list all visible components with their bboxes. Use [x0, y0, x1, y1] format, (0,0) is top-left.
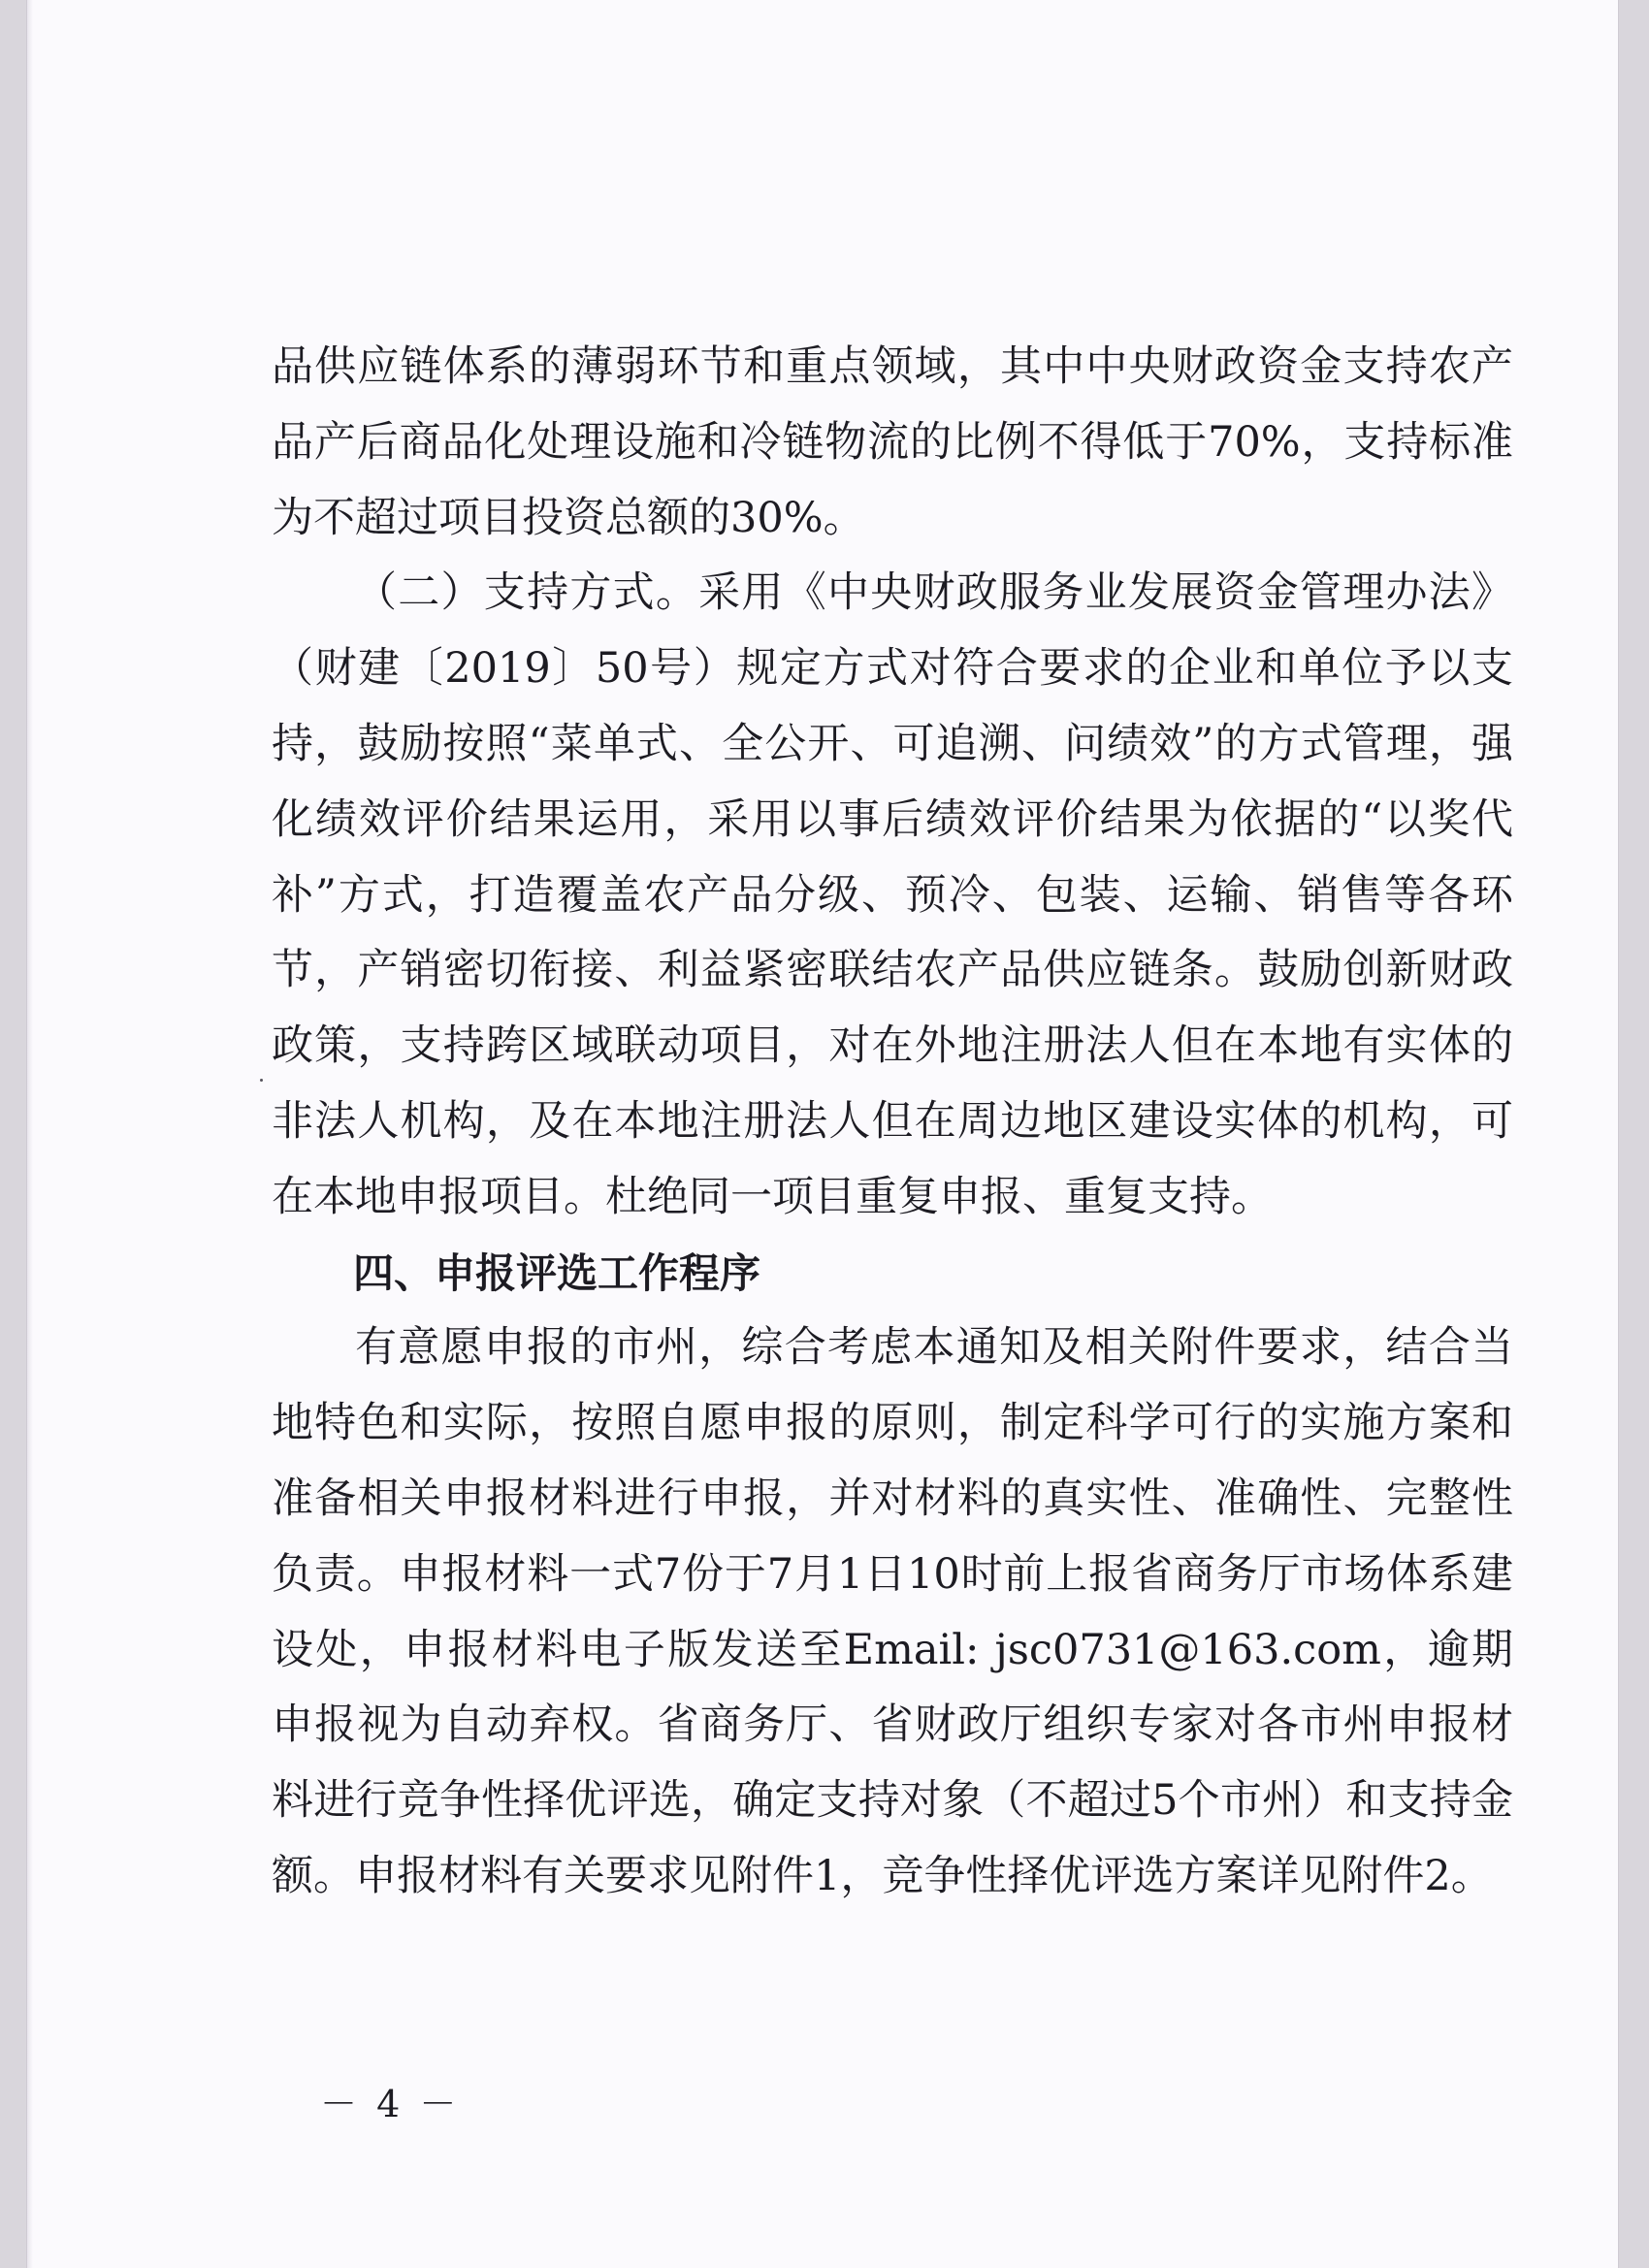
paragraph-continuation: 品供应链体系的薄弱环节和重点领域，其中中央财政资金支持农产品产后商品化处理设施和冷链物流的比例不得低于70%，支持标准为不超过项目投资总额的30%。 — [272, 342, 1513, 542]
document-page — [27, 0, 1618, 2268]
section-heading: 四、申报评选工作程序 — [353, 1248, 761, 1297]
page-number: － 4 － — [320, 2083, 461, 2125]
document-body — [272, 330, 1513, 1915]
paragraph-support-method: （二）支持方式。采用《中央财政服务业发展资金管理办法》（财建〔2019〕50号）规定方式对符合要求的企业和单位予以支持，鼓励按照“菜单式、全公开、可追溯、问绩效”的方式管理，强化绩效评价结果运用，采用以事后绩效评价结果为依据的“以奖代补”方式，打造覆盖农产品分级、预冷、包装、运输、销售等各环节，产销密切衔接、利益紧密联结农产品供应链条。鼓励创新财政政策，支持跨区域联动项目，对在外地注册法人但在本地有实体的非法人机构，及在本地注册法人但在周边地区建设实体的机构，可在本地申报项目。杜绝同一项目重复申报、重复支持。 — [272, 568, 1513, 1221]
scan-speck — [260, 1079, 263, 1082]
paragraph-application-procedure: 有意愿申报的市州，综合考虑本通知及相关附件要求，结合当地特色和实际，按照自愿申报的原则，制定科学可行的实施方案和准备相关申报材料进行申报，并对材料的真实性、准确性、完整性负责。申报材料一式7份于7月1日10时前上报省商务厅市场体系建设处，申报材料电子版发送至Email: jsc0731@163.com，逾期申报视为自动弃权。省商务厅、省财政厅组织专家对各市州申报材料进行竞争性择优评选，确定支持对象（不超过5个市州）和支持金额。申报材料有关要求见附件1，竞争性择优评选方案详见附件2。 — [272, 1323, 1513, 1900]
